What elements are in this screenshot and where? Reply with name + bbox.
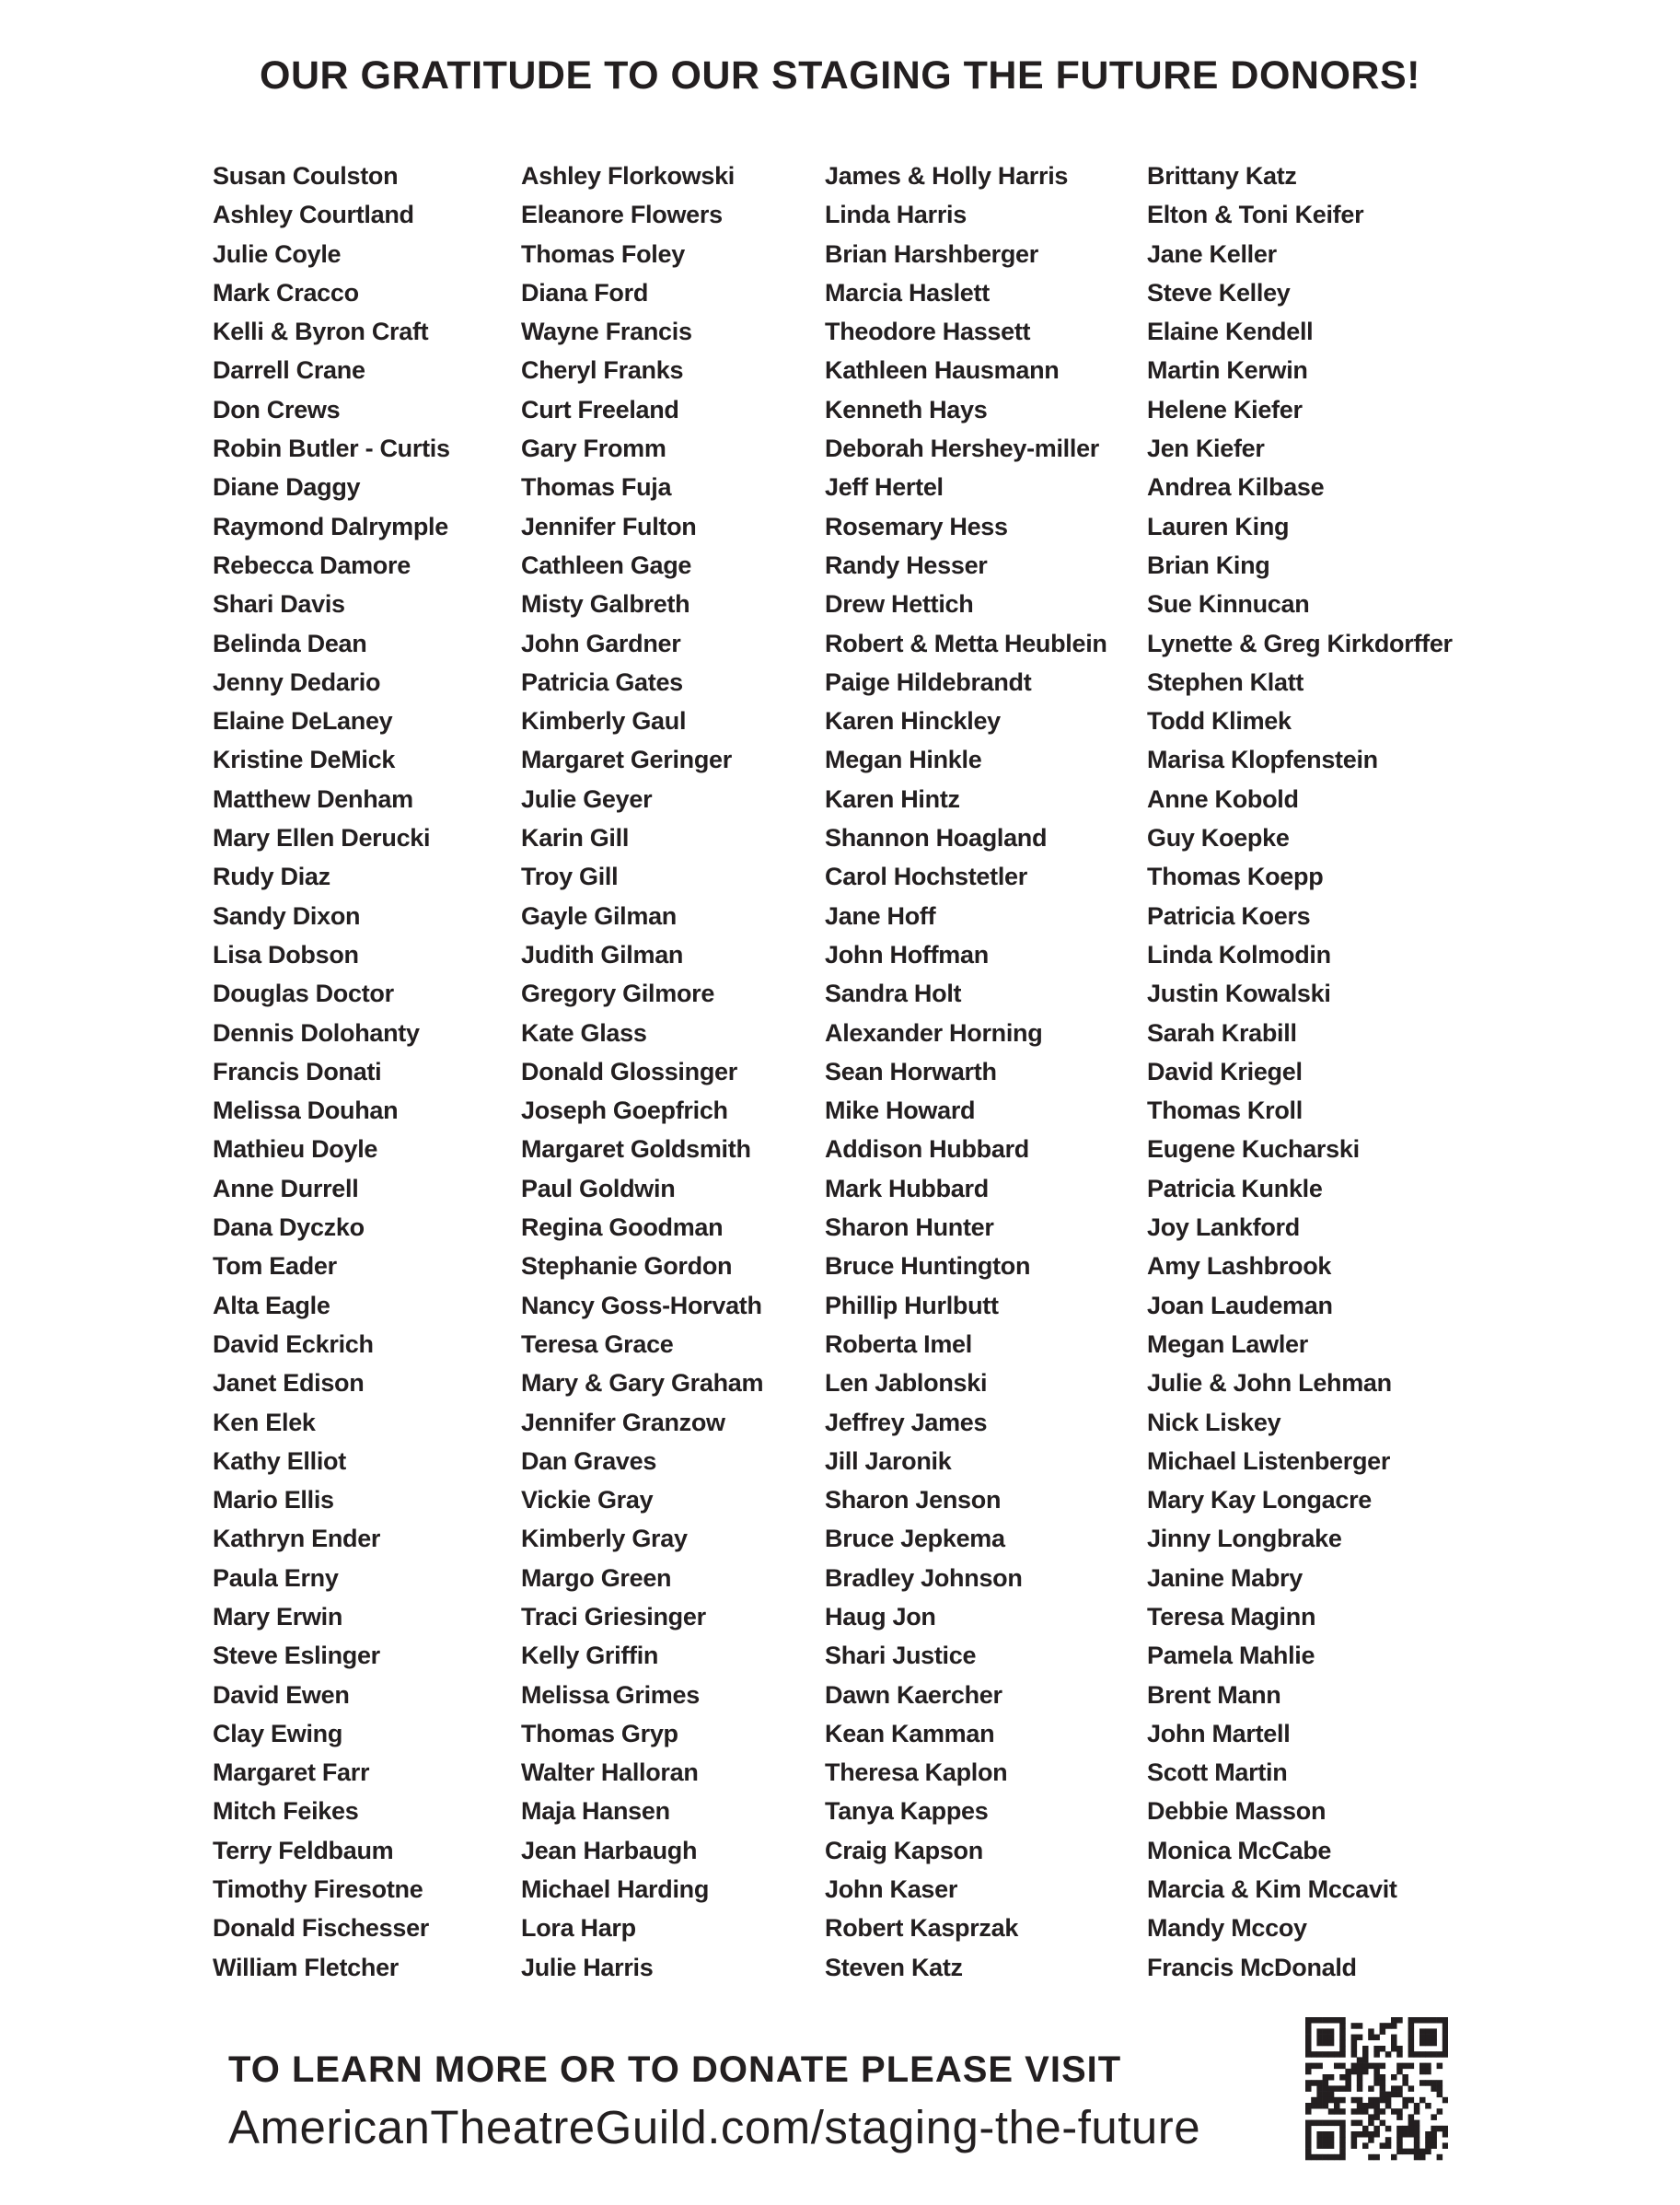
donor-name: Sarah Krabill xyxy=(1147,1018,1297,1047)
donor-name: Shari Davis xyxy=(213,590,345,619)
donor-name: Timothy Firesotne xyxy=(213,1875,423,1904)
donor-name: Jill Jaronik xyxy=(825,1446,952,1475)
donor-name: Jane Hoff xyxy=(825,901,936,930)
donor-name: Michael Listenberger xyxy=(1147,1446,1391,1475)
donor-name: Belinda Dean xyxy=(213,629,367,657)
donor-name: Francis McDonald xyxy=(1147,1953,1357,1981)
donor-name: Roberta Imel xyxy=(825,1329,972,1358)
donor-name: Douglas Doctor xyxy=(213,980,394,1008)
donor-name: Dennis Dolohanty xyxy=(213,1018,420,1047)
donor-name: Jeffrey James xyxy=(825,1408,988,1436)
donor-name: Phillip Hurlbutt xyxy=(825,1291,999,1319)
donor-name: Ashley Florkowski xyxy=(521,162,735,190)
donor-name: Alexander Horning xyxy=(825,1018,1043,1047)
donor-name: Terry Feldbaum xyxy=(213,1836,394,1864)
footer-donation-url: AmericanTheatreGuild.com/staging-the-future xyxy=(228,2101,1201,2153)
donor-name: Melissa Grimes xyxy=(521,1680,700,1709)
donor-name: Kristine DeMick xyxy=(213,746,396,774)
donor-name: Matthew Denham xyxy=(213,784,413,813)
donor-name: John Kaser xyxy=(825,1875,958,1904)
donor-columns xyxy=(213,157,1453,1987)
donor-name: Lynette & Greg Kirkdorffer xyxy=(1147,629,1453,657)
donor-name: Dan Graves xyxy=(521,1446,657,1475)
donor-name: Tanya Kappes xyxy=(825,1797,989,1826)
donor-name: Elaine Kendell xyxy=(1147,318,1314,346)
donor-name: Lora Harp xyxy=(521,1914,636,1943)
donor-name: Ashley Courtland xyxy=(213,201,414,229)
donor-name: Sue Kinnucan xyxy=(1147,590,1310,619)
donor-name: Walter Halloran xyxy=(521,1758,699,1787)
donor-name: Haug Jon xyxy=(825,1602,936,1631)
donor-name: Teresa Grace xyxy=(521,1329,674,1358)
footer-cta-text: TO LEARN MORE OR TO DONATE PLEASE VISIT xyxy=(228,2049,1122,2090)
donor-name: Lisa Dobson xyxy=(213,940,359,969)
donor-name: Gregory Gilmore xyxy=(521,980,715,1008)
donor-name: Theresa Kaplon xyxy=(825,1758,1008,1787)
donor-name: Karen Hinckley xyxy=(825,707,1001,736)
donor-name: John Gardner xyxy=(521,629,681,657)
donor-name: Donald Glossinger xyxy=(521,1057,737,1085)
donor-name: Thomas Koepp xyxy=(1147,863,1324,891)
donor-name: Megan Lawler xyxy=(1147,1329,1308,1358)
donor-name: Raymond Dalrymple xyxy=(213,512,448,540)
donor-name: Jinny Longbrake xyxy=(1147,1525,1342,1553)
donor-name: Stephanie Gordon xyxy=(521,1252,733,1281)
donor-name: Eleanore Flowers xyxy=(521,201,723,229)
donor-name: Jenny Dedario xyxy=(213,667,381,696)
donor-name: Mandy Mccoy xyxy=(1147,1914,1307,1943)
donor-column-4 xyxy=(1147,157,1453,1987)
donor-name: Marcia Haslett xyxy=(825,278,990,307)
donor-name: Brent Mann xyxy=(1147,1680,1281,1709)
donor-name: Len Jablonski xyxy=(825,1369,988,1398)
donor-name: Mary Erwin xyxy=(213,1602,343,1631)
donor-name: Mary & Gary Graham xyxy=(521,1369,764,1398)
donor-name: Melissa Douhan xyxy=(213,1097,399,1125)
donor-name: David Eckrich xyxy=(213,1329,374,1358)
donor-name: Drew Hettich xyxy=(825,590,974,619)
donor-name: Ken Elek xyxy=(213,1408,316,1436)
donor-name: Sharon Hunter xyxy=(825,1213,994,1242)
donor-name: John Martell xyxy=(1147,1719,1291,1747)
donor-name: Rosemary Hess xyxy=(825,512,1008,540)
donor-name: Patricia Kunkle xyxy=(1147,1174,1323,1202)
donor-name: Francis Donati xyxy=(213,1057,382,1085)
donor-name: David Kriegel xyxy=(1147,1057,1303,1085)
donor-name: Thomas Gryp xyxy=(521,1719,678,1747)
donor-column-3 xyxy=(825,157,1147,1987)
donor-name: Alta Eagle xyxy=(213,1291,330,1319)
donor-name: Elton & Toni Keifer xyxy=(1147,201,1364,229)
donor-name: Mario Ellis xyxy=(213,1486,334,1514)
donor-name: Regina Goodman xyxy=(521,1213,724,1242)
donor-name: Nick Liskey xyxy=(1147,1408,1281,1436)
donor-name: Paige Hildebrandt xyxy=(825,667,1032,696)
donor-name: Janine Mabry xyxy=(1147,1563,1303,1592)
donor-name: Scott Martin xyxy=(1147,1758,1288,1787)
donor-name: Jean Harbaugh xyxy=(521,1836,698,1864)
donor-name: Margaret Geringer xyxy=(521,746,732,774)
donor-name: Linda Kolmodin xyxy=(1147,940,1331,969)
donor-name: Steven Katz xyxy=(825,1953,963,1981)
donor-name: Julie Coyle xyxy=(213,239,342,268)
donor-name: James & Holly Harris xyxy=(825,162,1069,190)
donor-name: Helene Kiefer xyxy=(1147,395,1303,424)
donor-name: Eugene Kucharski xyxy=(1147,1135,1360,1164)
donor-name: Cheryl Franks xyxy=(521,356,684,385)
donor-name: Bradley Johnson xyxy=(825,1563,1023,1592)
donor-name: Brian Harshberger xyxy=(825,239,1038,268)
donor-name: Linda Harris xyxy=(825,201,967,229)
donor-name: Margaret Farr xyxy=(213,1758,370,1787)
donor-name: Karin Gill xyxy=(521,824,630,853)
donor-name: Diana Ford xyxy=(521,278,649,307)
donor-name: Marisa Klopfenstein xyxy=(1147,746,1378,774)
donor-name: Susan Coulston xyxy=(213,162,399,190)
donor-name: Paul Goldwin xyxy=(521,1174,676,1202)
donor-name: Bruce Huntington xyxy=(825,1252,1031,1281)
donor-name: Gayle Gilman xyxy=(521,901,677,930)
donor-name: Don Crews xyxy=(213,395,341,424)
donor-name: Joan Laudeman xyxy=(1147,1291,1333,1319)
donor-name: Mathieu Doyle xyxy=(213,1135,378,1164)
donor-column-2 xyxy=(521,157,825,1987)
donor-name: Mary Ellen Derucki xyxy=(213,824,431,853)
donor-name: Sandra Holt xyxy=(825,980,962,1008)
donor-name: Amy Lashbrook xyxy=(1147,1252,1332,1281)
donor-name: Andrea Kilbase xyxy=(1147,473,1325,502)
donor-name: Margo Green xyxy=(521,1563,672,1592)
donor-name: Justin Kowalski xyxy=(1147,980,1331,1008)
donor-name: Theodore Hassett xyxy=(825,318,1031,346)
donor-name: Margaret Goldsmith xyxy=(521,1135,751,1164)
donor-name: Anne Kobold xyxy=(1147,784,1299,813)
donor-name: Pamela Mahlie xyxy=(1147,1642,1315,1670)
donor-name: Dawn Kaercher xyxy=(825,1680,1002,1709)
donor-name: Mike Howard xyxy=(825,1097,976,1125)
donor-name: Deborah Hershey-miller xyxy=(825,435,1100,463)
donor-name: Steve Kelley xyxy=(1147,278,1291,307)
donor-name: Curt Freeland xyxy=(521,395,679,424)
donor-name: Addison Hubbard xyxy=(825,1135,1029,1164)
donor-name: Kimberly Gray xyxy=(521,1525,688,1553)
donor-name: Clay Ewing xyxy=(213,1719,343,1747)
donor-name: Randy Hesser xyxy=(825,551,988,579)
donor-name: Sandy Dixon xyxy=(213,901,361,930)
donor-column-1 xyxy=(213,157,521,1987)
donor-name: Elaine DeLaney xyxy=(213,707,393,736)
donor-name: Kimberly Gaul xyxy=(521,707,687,736)
donor-name: Martin Kerwin xyxy=(1147,356,1308,385)
donor-name: Julie Harris xyxy=(521,1953,654,1981)
donor-name: Thomas Fuja xyxy=(521,473,672,502)
donor-name: Cathleen Gage xyxy=(521,551,692,579)
donor-name: Kelly Griffin xyxy=(521,1642,659,1670)
donor-name: Karen Hintz xyxy=(825,784,960,813)
donor-name: Jennifer Granzow xyxy=(521,1408,725,1436)
donor-name: Jeff Hertel xyxy=(825,473,944,502)
donor-name: Brian King xyxy=(1147,551,1270,579)
donor-name: Robert Kasprzak xyxy=(825,1914,1019,1943)
donor-name: Craig Kapson xyxy=(825,1836,983,1864)
donor-name: Kelli & Byron Craft xyxy=(213,318,429,346)
donor-name: Mitch Feikes xyxy=(213,1797,359,1826)
donor-name: William Fletcher xyxy=(213,1953,400,1981)
donor-name: Diane Daggy xyxy=(213,473,361,502)
donor-name: John Hoffman xyxy=(825,940,989,969)
donor-name: Bruce Jepkema xyxy=(825,1525,1005,1553)
page-title: OUR GRATITUDE TO OUR STAGING THE FUTURE DONORS! xyxy=(260,53,1420,98)
donor-name: Patricia Gates xyxy=(521,667,683,696)
donor-name: Patricia Koers xyxy=(1147,901,1311,930)
donor-name: Thomas Foley xyxy=(521,239,685,268)
donor-name: David Ewen xyxy=(213,1680,350,1709)
donor-name: Kean Kamman xyxy=(825,1719,995,1747)
donor-name: Sharon Jenson xyxy=(825,1486,1002,1514)
donor-name: Maja Hansen xyxy=(521,1797,670,1826)
donor-name: Monica McCabe xyxy=(1147,1836,1332,1864)
donor-name: Anne Durrell xyxy=(213,1174,359,1202)
donor-name: Misty Galbreth xyxy=(521,590,690,619)
donor-name: Shannon Hoagland xyxy=(825,824,1048,853)
donor-name: Rudy Diaz xyxy=(213,863,330,891)
donor-name: Lauren King xyxy=(1147,512,1290,540)
donor-name: Rebecca Damore xyxy=(213,551,411,579)
donor-name: Dana Dyczko xyxy=(213,1213,365,1242)
donor-name: Kathy Elliot xyxy=(213,1446,346,1475)
donor-name: Janet Edison xyxy=(213,1369,365,1398)
donor-name: Robert & Metta Heublein xyxy=(825,629,1107,657)
donor-name: Megan Hinkle xyxy=(825,746,982,774)
donor-name: Sean Horwarth xyxy=(825,1057,997,1085)
donor-name: Vickie Gray xyxy=(521,1486,654,1514)
donor-name: Stephen Klatt xyxy=(1147,667,1304,696)
donor-name: Jen Kiefer xyxy=(1147,435,1265,463)
donor-name: Steve Eslinger xyxy=(213,1642,380,1670)
donor-name: Guy Koepke xyxy=(1147,824,1290,853)
donor-name: Thomas Kroll xyxy=(1147,1097,1303,1125)
donor-name: Julie Geyer xyxy=(521,784,653,813)
donor-name: Joseph Goepfrich xyxy=(521,1097,728,1125)
donor-name: Shari Justice xyxy=(825,1642,977,1670)
donor-name: Troy Gill xyxy=(521,863,619,891)
donor-name: Julie & John Lehman xyxy=(1147,1369,1392,1398)
donor-name: Mark Hubbard xyxy=(825,1174,989,1202)
qr-code-icon xyxy=(1305,2016,1448,2161)
donor-name: Joy Lankford xyxy=(1147,1213,1300,1242)
donor-name: Judith Gilman xyxy=(521,940,684,969)
donor-name: Marcia & Kim Mccavit xyxy=(1147,1875,1397,1904)
donor-name: Gary Fromm xyxy=(521,435,666,463)
donor-name: Mark Cracco xyxy=(213,278,359,307)
donor-name: Michael Harding xyxy=(521,1875,710,1904)
donor-name: Wayne Francis xyxy=(521,318,692,346)
donor-name: Carol Hochstetler xyxy=(825,863,1027,891)
donor-name: Darrell Crane xyxy=(213,356,365,385)
donor-name: Brittany Katz xyxy=(1147,162,1297,190)
donor-name: Kenneth Hays xyxy=(825,395,988,424)
donor-name: Jane Keller xyxy=(1147,239,1277,268)
donor-name: Debbie Masson xyxy=(1147,1797,1327,1826)
donor-name: Donald Fischesser xyxy=(213,1914,429,1943)
donor-name: Jennifer Fulton xyxy=(521,512,697,540)
donor-name: Traci Griesinger xyxy=(521,1602,706,1631)
donor-name: Nancy Goss-Horvath xyxy=(521,1291,762,1319)
donor-name: Kathleen Hausmann xyxy=(825,356,1060,385)
donor-name: Tom Eader xyxy=(213,1252,337,1281)
donor-name: Paula Erny xyxy=(213,1563,339,1592)
donor-name: Kathryn Ender xyxy=(213,1525,381,1553)
donor-name: Teresa Maginn xyxy=(1147,1602,1316,1631)
donor-name: Kate Glass xyxy=(521,1018,647,1047)
donor-name: Todd Klimek xyxy=(1147,707,1292,736)
donor-name: Robin Butler - Curtis xyxy=(213,435,450,463)
donor-name: Mary Kay Longacre xyxy=(1147,1486,1372,1514)
